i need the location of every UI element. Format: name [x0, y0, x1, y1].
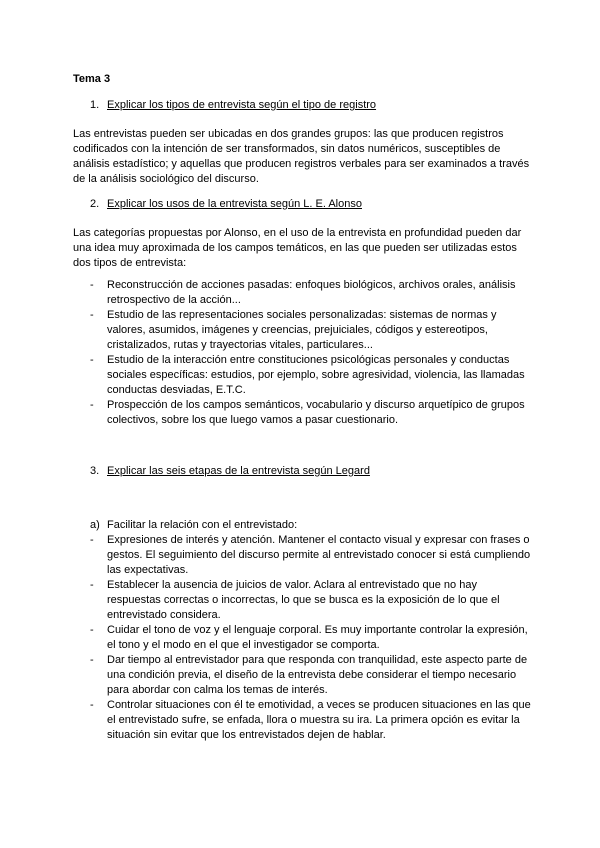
list-item-text: Estudio de la interacción entre constituciones psicológicas personales y conductas sociales específicas: estudios, por ejemplo, sobre agresividad, violencia, las llamadas conductas desviadas, E.T.C. — [107, 354, 525, 396]
stage-a-list — [73, 533, 533, 743]
list-item — [73, 278, 533, 308]
list-item — [73, 653, 533, 698]
question-2-text: Explicar los usos de la entrevista según L. E. Alonso — [107, 198, 362, 210]
list-item-text: Cuidar el tono de voz y el lenguaje corporal. Es muy importante controlar la expresión, el tono y el modo en el que el investigador se comporta. — [107, 624, 528, 651]
dash-bullet: - — [90, 699, 94, 711]
list-item — [73, 623, 533, 653]
dash-bullet: - — [90, 624, 94, 636]
stage-a-text: Facilitar la relación con el entrevistado: — [107, 519, 298, 531]
list-item-text: Reconstrucción de acciones pasadas: enfoques biológicos, archivos orales, análisis retrospectivo de la acción... — [107, 279, 516, 306]
list-item — [73, 698, 533, 743]
dash-bullet: - — [90, 399, 94, 411]
question-3-text: Explicar las seis etapas de la entrevista según Legard — [107, 465, 370, 477]
list-item — [73, 398, 533, 428]
list-item — [73, 353, 533, 398]
dash-bullet: - — [90, 534, 94, 546]
uses-list — [73, 278, 533, 428]
list-item — [73, 533, 533, 578]
list-item-text: Controlar situaciones con él te emotividad, a veces se producen situaciones en las que el entrevistado sufre, se enfada, llora o muestra su ira. La primera opción es evitar la situación sin evitar que los entrevistados dejen de hablar. — [107, 699, 531, 741]
list-item-text: Estudio de las representaciones sociales personalizadas: sistemas de normas y valores, asumidos, imágenes y creencias, prejuiciales, códigos y estereotipos, cristalizados, rutas y trayectorias vitales, particulares... — [107, 309, 497, 351]
dash-bullet: - — [90, 579, 94, 591]
paragraph-2: Las categorías propuestas por Alonso, en el uso de la entrevista en profundidad pueden dar una idea muy aproximada de los campos temáticos, en las que pueden ser utilizadas estos dos tipos de entrevista: — [73, 227, 522, 269]
list-item — [73, 578, 533, 623]
stage-a-label: a) — [90, 519, 100, 531]
list-item — [73, 308, 533, 353]
list-item-text: Expresiones de interés y atención. Mantener el contacto visual y expresar con frases o gestos. El seguimiento del discurso permite al entrevistado conocer si está cumpliendo las expectativas. — [107, 534, 531, 576]
dash-bullet: - — [90, 354, 94, 366]
list-item-text: Dar tiempo al entrevistador para que responda con tranquilidad, este aspecto parte de una condición previa, el diseño de la entrevista debe considerar el tiempo necesario para abordar con calma los temas de interés. — [107, 654, 528, 696]
dash-bullet: - — [90, 654, 94, 666]
document-title: Tema 3 — [73, 73, 111, 85]
list-item-text: Prospección de los campos semánticos, vocabulario y discurso arquetípico de grupos colectivos, sobre los que luego vamos a pasar cuestionario. — [107, 399, 525, 426]
question-3-heading — [90, 464, 370, 479]
dash-bullet: - — [90, 309, 94, 321]
question-3-number: 3. — [90, 465, 100, 477]
stage-a-heading — [73, 518, 297, 533]
question-1-number: 1. — [90, 99, 100, 111]
dash-bullet: - — [90, 279, 94, 291]
list-item-text: Establecer la ausencia de juicios de valor. Aclara al entrevistado que no hay respuestas correctas o incorrectas, lo que se busca es la exposición de lo que el entrevistado considera. — [107, 579, 500, 621]
question-1-text: Explicar los tipos de entrevista según el tipo de registro — [107, 99, 377, 111]
question-2-number: 2. — [90, 198, 100, 210]
paragraph-1: Las entrevistas pueden ser ubicadas en dos grandes grupos: las que producen registros codificados con la intención de ser transformados, sin datos numéricos, susceptibles de análisis estadístico; y aquellas que producen registros verbales para ser examinados a través de la análisis sociológico del discurso. — [73, 128, 530, 185]
question-2-heading — [90, 197, 362, 212]
question-1-heading — [90, 98, 376, 113]
